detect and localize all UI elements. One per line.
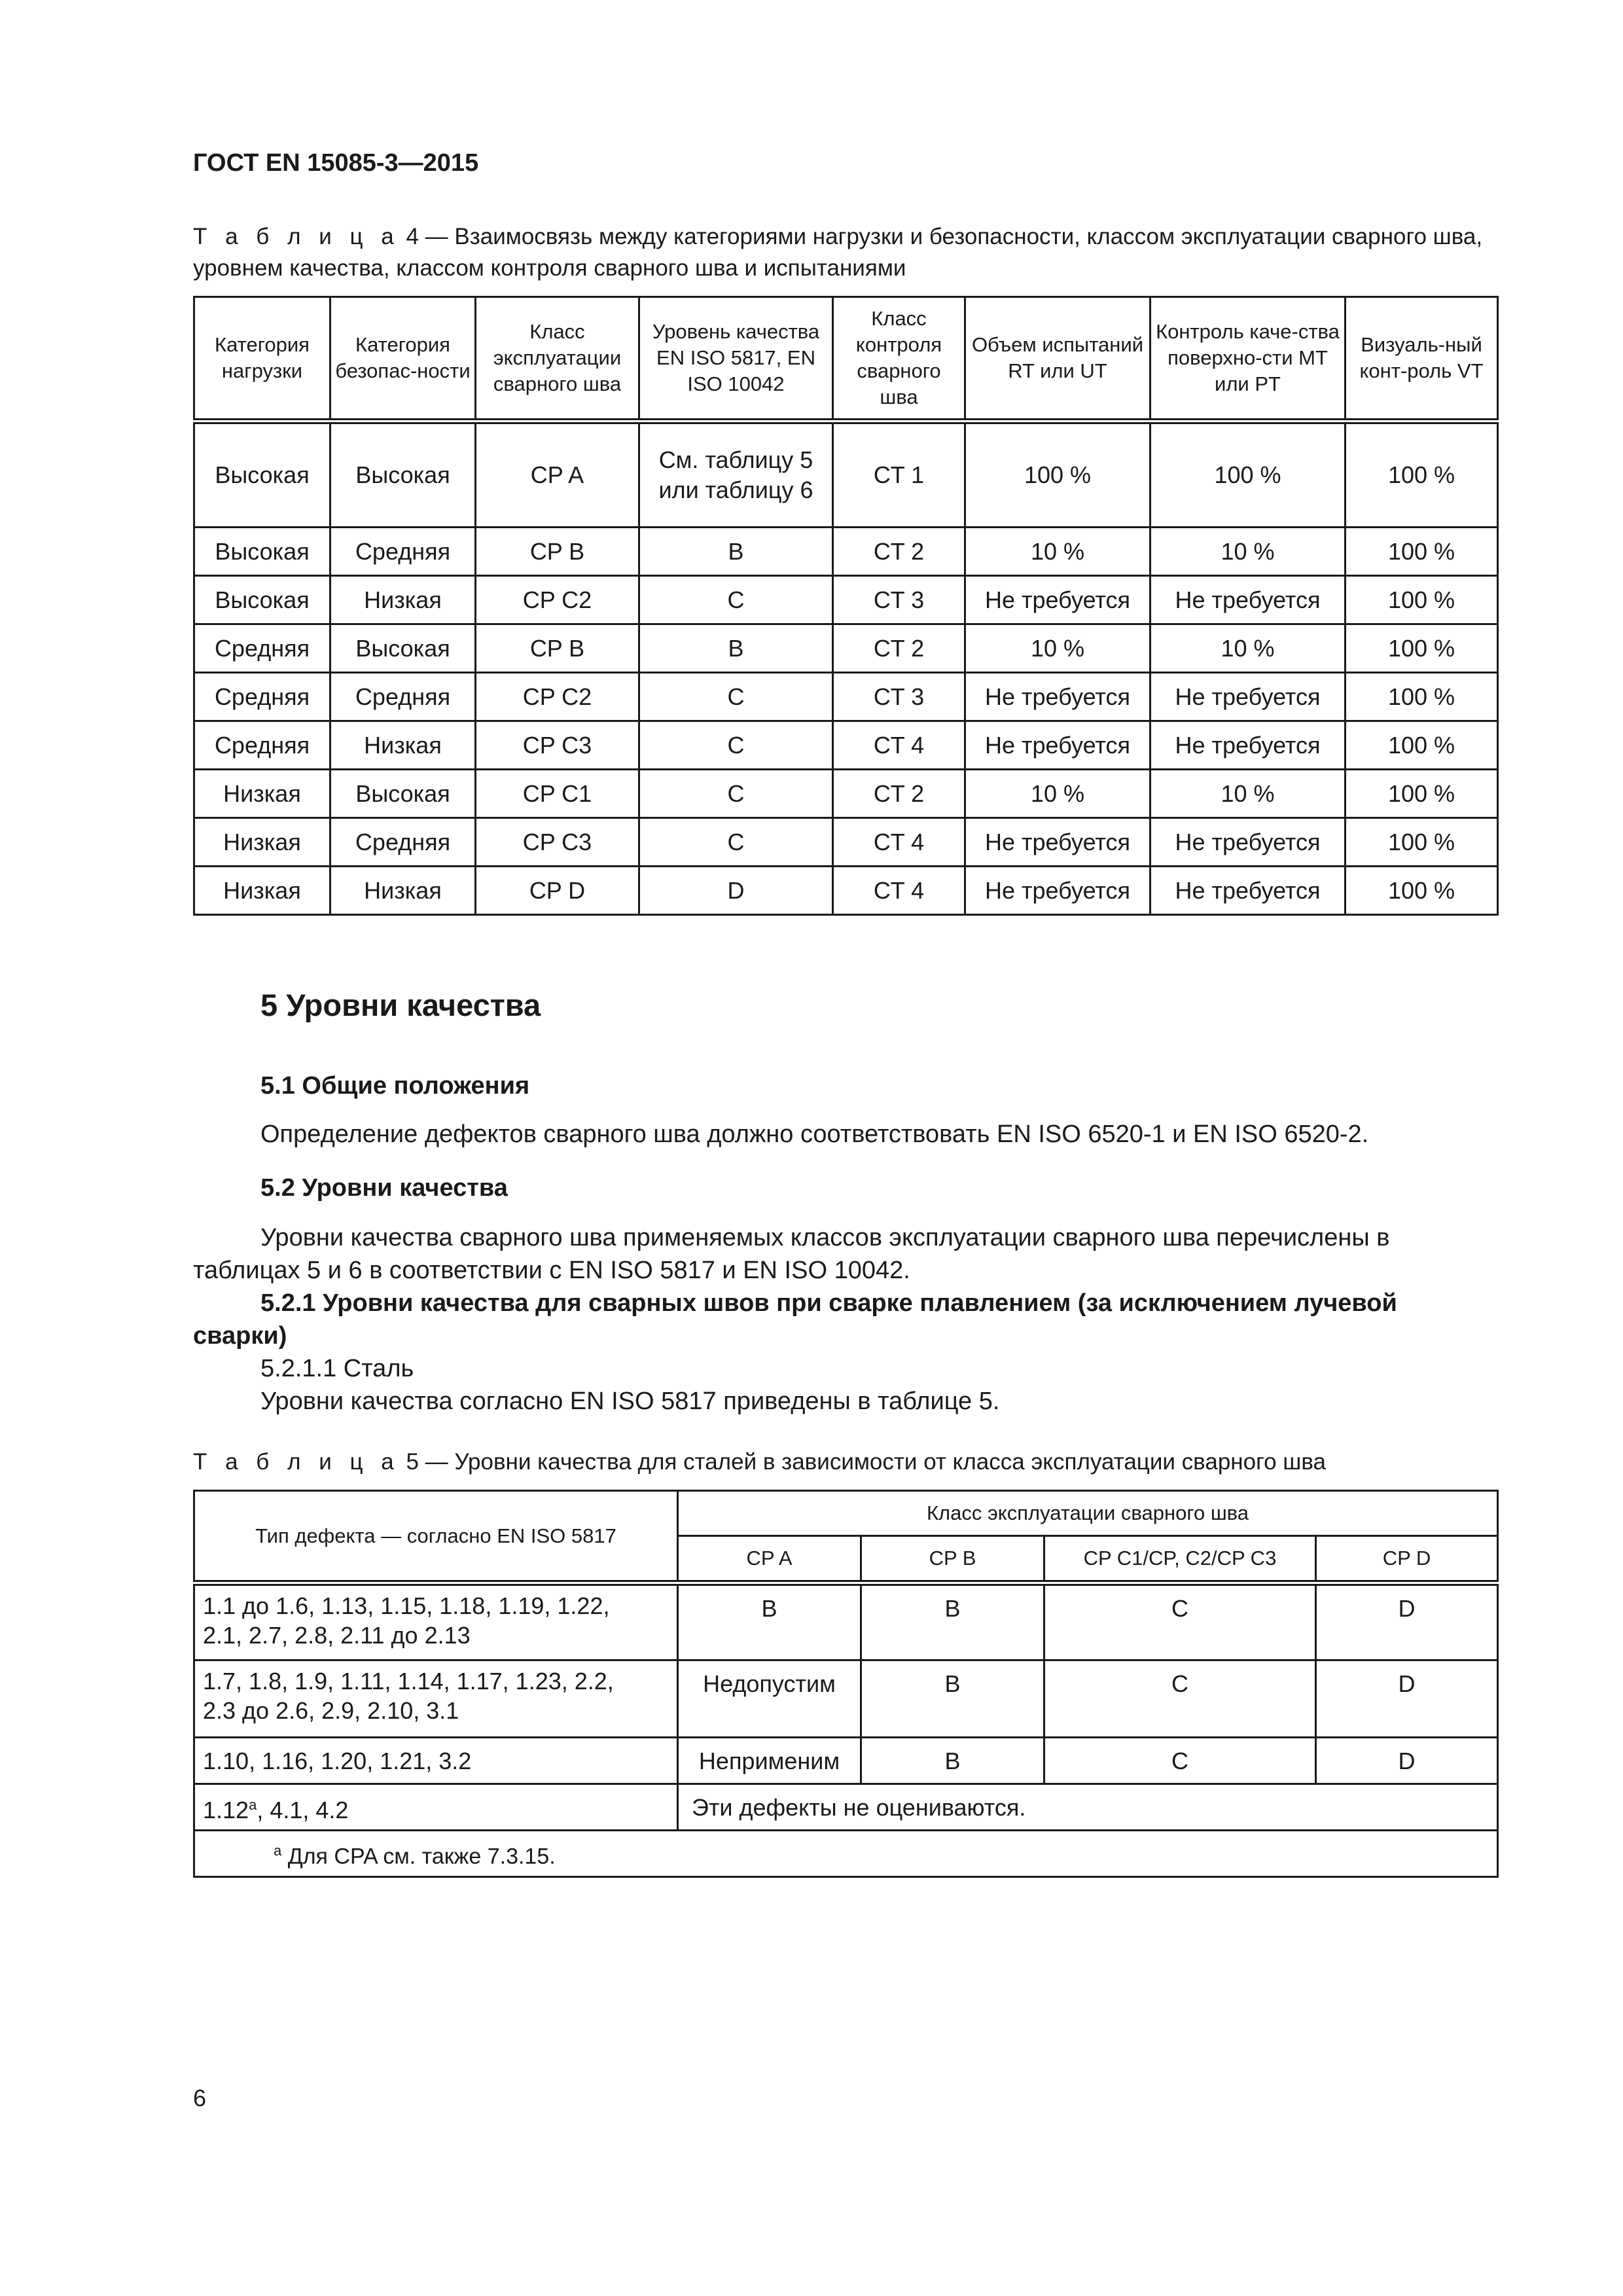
table4 xyxy=(193,296,1499,916)
defect-cell: 1.10, 1.16, 1.20, 1.21, 3.2 xyxy=(194,1738,678,1784)
table-cell: См. таблицу 5 или таблицу 6 xyxy=(639,422,833,528)
table-cell: CT 3 xyxy=(833,673,965,721)
table4-header-cell: Объем испытаний RT или UT xyxy=(965,297,1150,422)
paragraph-5-2-1-1: Уровни качества согласно EN ISO 5817 приведены в таблице 5. xyxy=(260,1388,1000,1415)
table-row xyxy=(194,624,1498,673)
footnote-text: Для CPA см. также 7.3.15. xyxy=(281,1844,556,1869)
table-cell: C xyxy=(1044,1738,1316,1784)
table-row xyxy=(194,867,1498,915)
table-cell: B xyxy=(861,1583,1044,1660)
table5-caption-prefix: Т а б л и ц а xyxy=(193,1449,400,1475)
table4-header-cell: Класс контроля сварного шва xyxy=(833,297,965,422)
table-cell: CP A xyxy=(476,422,639,528)
table-cell: 100 % xyxy=(1346,770,1498,818)
table-cell: Высокая xyxy=(330,770,476,818)
table-cell: Неприменим xyxy=(678,1738,861,1784)
table5 xyxy=(193,1490,1499,1878)
table-cell: Не требуется xyxy=(965,673,1150,721)
table-cell: Не требуется xyxy=(1150,818,1346,867)
table-cell: Не требуется xyxy=(1150,576,1346,624)
table-cell: CT 1 xyxy=(833,422,965,528)
table4-header-cell: Контроль каче-ства поверхно-сти MT или PT xyxy=(1150,297,1346,422)
table-cell: C xyxy=(639,576,833,624)
defect-text-line: 2.3 до 2.6, 2.9, 2.10, 3.1 xyxy=(203,1697,459,1724)
paragraph-5-1: Определение дефектов сварного шва должно соответствовать EN ISO 6520-1 и EN ISO 6520-2. xyxy=(260,1121,1369,1148)
table-cell: CT 2 xyxy=(833,624,965,673)
table-cell: 100 % xyxy=(1346,673,1498,721)
subsection-title-5-2-1-line2: сварки) xyxy=(193,1322,287,1350)
table-cell: 10 % xyxy=(965,770,1150,818)
table-cell: CP B xyxy=(476,528,639,576)
table-row xyxy=(194,1738,1498,1784)
table-cell: Высокая xyxy=(330,624,476,673)
table-footnote xyxy=(194,1831,1498,1877)
table-cell: 10 % xyxy=(1150,770,1346,818)
table-cell: CT 4 xyxy=(833,867,965,915)
table-cell: 100 % xyxy=(1150,422,1346,528)
table-cell: 100 % xyxy=(1346,721,1498,770)
table5-subheader-cell: CP B xyxy=(861,1536,1044,1583)
table-cell: C xyxy=(639,721,833,770)
table-row xyxy=(194,721,1498,770)
table4-caption-prefix: Т а б л и ц а xyxy=(193,224,400,249)
table5-subheader-cell: CP C1/CP, C2/CP C3 xyxy=(1044,1536,1316,1583)
table5-header-row xyxy=(194,1491,1498,1536)
footnote-mark: a xyxy=(249,1796,257,1813)
table4-header-cell: Визуаль-ный конт-роль VT xyxy=(1346,297,1498,422)
table-cell: CP B xyxy=(476,624,639,673)
subsection-title-5-2-1-line1: 5.2.1 Уровни качества для сварных швов при сварке плавлением (за исключением лучевой xyxy=(260,1289,1397,1317)
table4-caption xyxy=(193,221,1497,284)
table-cell: Средняя xyxy=(330,528,476,576)
table-cell: CT 3 xyxy=(833,576,965,624)
defect-cell xyxy=(194,1660,678,1738)
table-cell: 10 % xyxy=(965,624,1150,673)
table-cell: D xyxy=(1316,1583,1498,1660)
table-cell: B xyxy=(639,624,833,673)
table-cell: CP C2 xyxy=(476,673,639,721)
paragraph-5-2-line1: Уровни качества сварного шва применяемых классов эксплуатации сварного шва перечислены в xyxy=(260,1224,1390,1251)
table-cell: CP C2 xyxy=(476,576,639,624)
table-cell: Средняя xyxy=(194,624,330,673)
section-title: 5 Уровни качества xyxy=(260,988,541,1022)
table-cell: Не требуется xyxy=(965,721,1150,770)
table4-header-cell: Класс эксплуатации сварного шва xyxy=(476,297,639,422)
table-cell: 10 % xyxy=(965,528,1150,576)
document-header: ГОСТ EN 15085-3—2015 xyxy=(193,149,479,177)
table5-header-defect: Тип дефекта — согласно EN ISO 5817 xyxy=(194,1491,678,1583)
table-cell: Высокая xyxy=(194,528,330,576)
table4-header-cell: Категория нагрузки xyxy=(194,297,330,422)
table-cell: Не требуется xyxy=(965,576,1150,624)
table-cell: Средняя xyxy=(330,673,476,721)
table-footnote-row xyxy=(194,1831,1498,1877)
defect-text-line: 1.1 до 1.6, 1.13, 1.15, 1.18, 1.19, 1.22, xyxy=(203,1592,610,1619)
table-cell: C xyxy=(1044,1660,1316,1738)
table-cell: B xyxy=(678,1583,861,1660)
table-cell: Средняя xyxy=(330,818,476,867)
table-cell: Не требуется xyxy=(965,867,1150,915)
table-cell: 100 % xyxy=(1346,624,1498,673)
table-row xyxy=(194,1660,1498,1738)
defect-text-line: 1.7, 1.8, 1.9, 1.11, 1.14, 1.17, 1.23, 2.2, xyxy=(203,1668,614,1695)
table-cell: C xyxy=(639,673,833,721)
page-number: 6 xyxy=(193,2085,207,2111)
table-row xyxy=(194,528,1498,576)
table-cell: Не требуется xyxy=(965,818,1150,867)
table-row xyxy=(194,1784,1498,1831)
subsection-title-5-2-1-1: 5.2.1.1 Сталь xyxy=(260,1355,414,1382)
table-cell: 100 % xyxy=(1346,528,1498,576)
table5-header-group: Класс эксплуатации сварного шва xyxy=(678,1491,1498,1536)
table-cell: 10 % xyxy=(1150,624,1346,673)
table-cell: D xyxy=(1316,1738,1498,1784)
table5-caption xyxy=(193,1446,1326,1478)
table-cell: B xyxy=(861,1738,1044,1784)
table-cell: Не требуется xyxy=(1150,673,1346,721)
table-cell: 100 % xyxy=(1346,422,1498,528)
not-assessed-cell: Эти дефекты не оцениваются. xyxy=(678,1784,1498,1831)
table-cell: Низкая xyxy=(194,770,330,818)
table-cell: Низкая xyxy=(194,818,330,867)
table-cell: B xyxy=(861,1660,1044,1738)
table-cell: CP D xyxy=(476,867,639,915)
table-cell: 100 % xyxy=(1346,818,1498,867)
table-cell: 100 % xyxy=(1346,576,1498,624)
table-cell: C xyxy=(639,770,833,818)
subsection-title-5-2: 5.2 Уровни качества xyxy=(260,1174,508,1202)
table4-header-cell: Уровень качества EN ISO 5817, EN ISO 10042 xyxy=(639,297,833,422)
table-cell: C xyxy=(639,818,833,867)
table5-subheader-cell: CP A xyxy=(678,1536,861,1583)
defect-rest: , 4.1, 4.2 xyxy=(257,1796,349,1823)
table-cell: Средняя xyxy=(194,721,330,770)
defect-number: 1.12 xyxy=(203,1796,249,1823)
table-cell: 100 % xyxy=(965,422,1150,528)
defect-text-line: 2.1, 2.7, 2.8, 2.11 до 2.13 xyxy=(203,1622,471,1649)
table-cell: 10 % xyxy=(1150,528,1346,576)
table-cell: Высокая xyxy=(194,576,330,624)
table-row xyxy=(194,422,1498,528)
table4-header-cell: Категория безопас-ности xyxy=(330,297,476,422)
table-cell: 100 % xyxy=(1346,867,1498,915)
table4-caption-line2: уровнем качества, классом контроля сварного шва и испытаниями xyxy=(193,255,906,281)
defect-cell xyxy=(194,1583,678,1660)
table-row xyxy=(194,576,1498,624)
table-cell: CT 4 xyxy=(833,818,965,867)
table-cell: CP C3 xyxy=(476,818,639,867)
table5-subheader-cell: CP D xyxy=(1316,1536,1498,1583)
table-cell: Низкая xyxy=(330,576,476,624)
table-cell: Высокая xyxy=(330,422,476,528)
table4-caption-line1: 4 — Взаимосвязь между категориями нагрузки и безопасности, классом эксплуатации сварного шва, xyxy=(399,224,1483,249)
table-cell: CT 2 xyxy=(833,770,965,818)
table4-header-row xyxy=(194,297,1498,422)
table5-caption-rest: 5 — Уровни качества для сталей в зависимости от класса эксплуатации сварного шва xyxy=(399,1449,1327,1475)
table-cell: CP C3 xyxy=(476,721,639,770)
table-cell: Высокая xyxy=(194,422,330,528)
table-cell: C xyxy=(1044,1583,1316,1660)
subsection-title-5-1: 5.1 Общие положения xyxy=(260,1072,530,1100)
table-cell: Средняя xyxy=(194,673,330,721)
table-row xyxy=(194,770,1498,818)
table-cell: D xyxy=(1316,1660,1498,1738)
table-cell: CP C1 xyxy=(476,770,639,818)
table-cell: D xyxy=(639,867,833,915)
table-cell: Низкая xyxy=(194,867,330,915)
footnote-mark: a xyxy=(274,1842,282,1859)
table-cell: Низкая xyxy=(330,867,476,915)
table-row xyxy=(194,673,1498,721)
table-cell: B xyxy=(639,528,833,576)
paragraph-5-2-line2: таблицах 5 и 6 в соответствии с EN ISO 5817 и EN ISO 10042. xyxy=(193,1257,910,1284)
table-cell: CT 4 xyxy=(833,721,965,770)
table-row xyxy=(194,1583,1498,1660)
table-cell: Недопустим xyxy=(678,1660,861,1738)
table-cell: CT 2 xyxy=(833,528,965,576)
table-cell: Не требуется xyxy=(1150,721,1346,770)
table-row xyxy=(194,818,1498,867)
table-cell: Не требуется xyxy=(1150,867,1346,915)
table-cell: Низкая xyxy=(330,721,476,770)
defect-cell xyxy=(194,1784,678,1831)
